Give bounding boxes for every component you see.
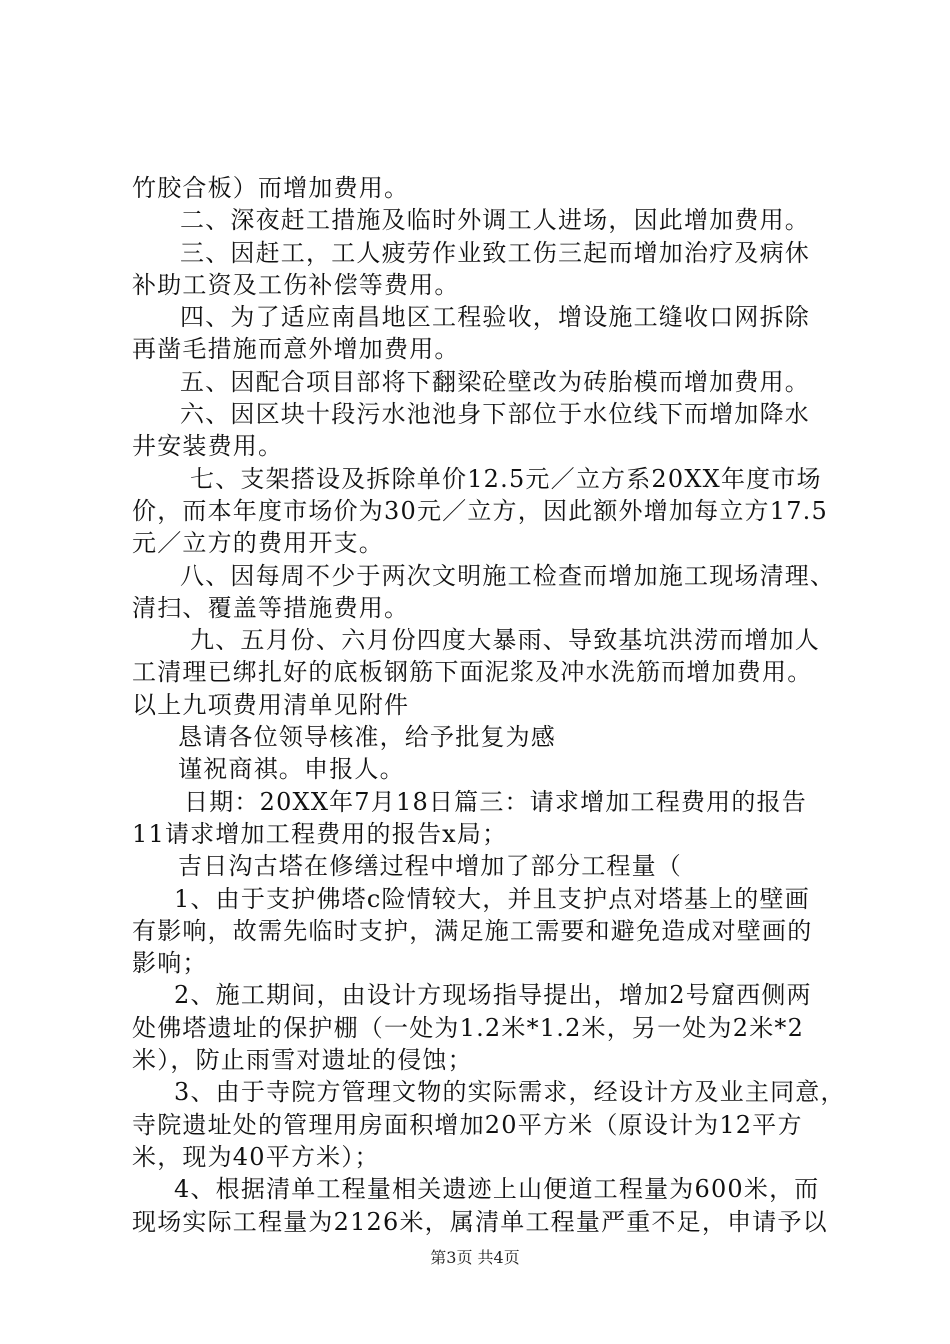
text-line: 井安装费用。 bbox=[132, 432, 284, 461]
item-3: 3、由于寺院方管理文物的实际需求，经设计方及业主同意， bbox=[174, 1078, 846, 1107]
text-line: 影响； bbox=[132, 949, 208, 978]
document-body bbox=[132, 172, 846, 1238]
text-line: 米），防止雨雪对遗址的侵蚀； bbox=[132, 1046, 473, 1075]
date-line: 日期：20XX年7月18日篇三：请求增加工程费用的报告 bbox=[184, 787, 807, 816]
text-line: 价，而本年度市场价为30元／立方，因此额外增加每立方17.5 bbox=[132, 496, 828, 525]
text-line: 处佛塔遗址的保护棚（一处为1.2米*1.2米，另一处为2米*2 bbox=[132, 1013, 805, 1042]
paragraph-9: 九、五月份、六月份四度大暴雨、导致基坑洪涝而增加人 bbox=[190, 626, 820, 655]
item-4: 4、根据清单工程量相关遗迹上山便道工程量为600米，而 bbox=[174, 1175, 820, 1204]
request-line: 恳请各位领导核准，给予批复为感 bbox=[178, 723, 556, 752]
text-line: 工清理已绑扎好的底板钢筋下面泥浆及冲水洗筋而增加费用。 bbox=[132, 658, 813, 687]
paragraph-8: 八、因每周不少于两次文明施工检查而增加施工现场清理、 bbox=[180, 561, 836, 590]
paragraph-2: 二、深夜赶工措施及临时外调工人进场，因此增加费用。 bbox=[180, 206, 810, 235]
greeting-line: 谨祝商祺。申报人。 bbox=[178, 755, 405, 784]
text-line: 以上九项费用清单见附件 bbox=[132, 690, 410, 719]
page-footer: 第3页 共4页 bbox=[430, 1248, 520, 1267]
text-line: 竹胶合板）而增加费用。 bbox=[132, 174, 410, 202]
text-line: 有影响，故需先临时支护，满足施工需要和避免造成对壁画的 bbox=[132, 916, 813, 945]
paragraph-6: 六、因区块十段污水池池身下部位于水位线下而增加降水 bbox=[180, 400, 810, 429]
text-line: 再凿毛措施而意外增加费用。 bbox=[132, 335, 460, 364]
item-2: 2、施工期间，由设计方现场指导提出，增加2号窟西侧两 bbox=[174, 981, 812, 1010]
paragraph-5: 五、因配合项目部将下翻梁砼壁改为砖胎模而增加费用。 bbox=[180, 367, 810, 396]
text-line: 寺院遗址处的管理用房面积增加20平方米（原设计为12平方 bbox=[132, 1110, 803, 1139]
text-line: 11请求增加工程费用的报告x局； bbox=[132, 819, 508, 848]
item-1: 1、由于支护佛塔c险情较大，并且支护点对塔基上的壁画 bbox=[174, 884, 810, 913]
text-line: 补助工资及工伤补偿等费用。 bbox=[132, 270, 460, 299]
paragraph-3: 三、因赶工，工人疲劳作业致工伤三起而增加治疗及病休 bbox=[180, 238, 810, 267]
text-line: 清扫、覆盖等措施费用。 bbox=[132, 593, 410, 622]
intro-line: 吉日沟古塔在修缮过程中增加了部分工程量（ bbox=[178, 852, 682, 881]
text-line: 元／立方的费用开支。 bbox=[132, 529, 384, 558]
paragraph-7: 七、支架搭设及拆除单价12.5元／立方系20XX年度市场 bbox=[190, 464, 822, 493]
text-line: 米，现为40平方米）； bbox=[132, 1142, 380, 1171]
text-line: 现场实际工程量为2126米，属清单工程量严重不足，申请予以 bbox=[132, 1207, 828, 1236]
paragraph-4: 四、为了适应南昌地区工程验收，增设施工缝收口网拆除 bbox=[180, 303, 810, 332]
